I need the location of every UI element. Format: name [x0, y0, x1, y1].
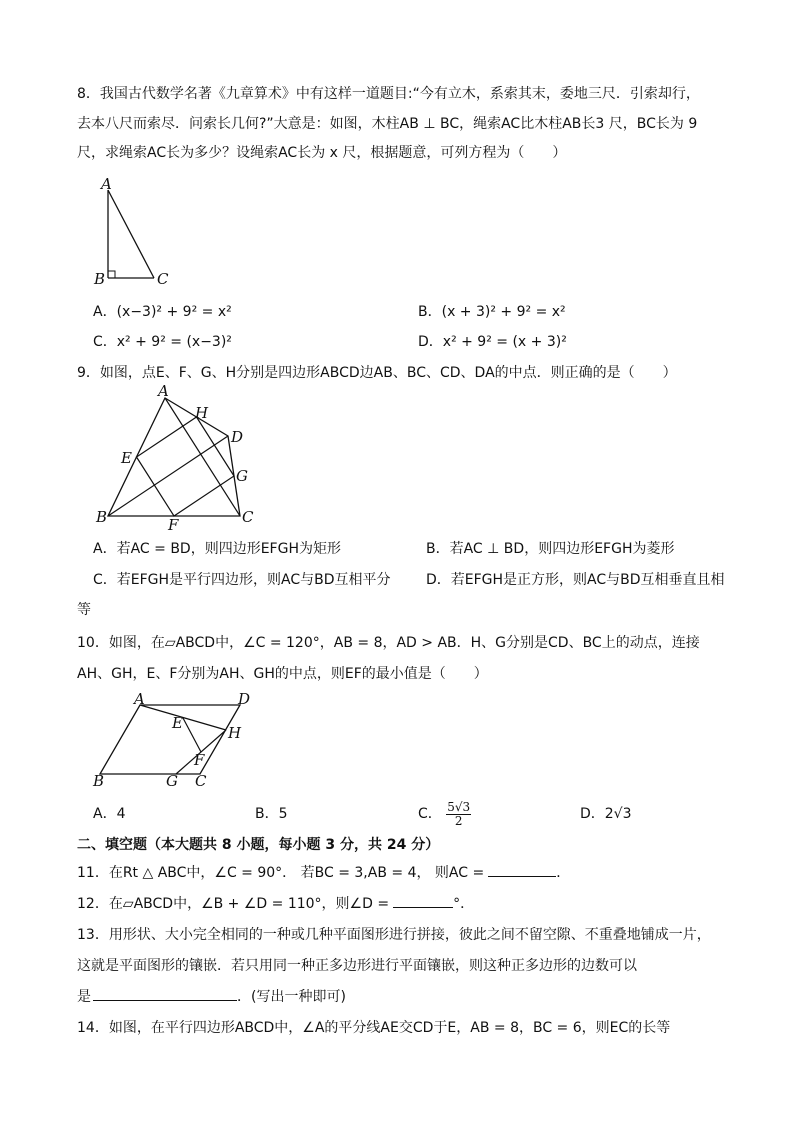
q10-label-f: F — [194, 751, 205, 769]
q11-text: 11．在Rt △ ABC中，∠C = 90°． 若BC = 3,AB = 4， 则AC = — [77, 865, 485, 881]
q8-option-b[interactable]: B．(x + 3)² + 9² = x² — [418, 304, 566, 320]
q10-option-c[interactable] — [418, 798, 471, 830]
q10-label-b: B — [93, 772, 105, 790]
q13-line3-prefix: 是 — [77, 989, 91, 1005]
q12-line — [77, 893, 747, 914]
q10-text-line-1: 10．如图，在▱ABCD中，∠C = 120°，AB = 8，AD > AB．H、G分别是CD、BC上的动点，连接 — [77, 635, 700, 651]
q13-line-3 — [77, 986, 747, 1007]
q9-option-d-continued: 等 — [77, 602, 91, 618]
q9-label-a: A — [158, 384, 169, 400]
q10-option-c-prefix: C． — [418, 806, 442, 822]
q9-label-f: F — [168, 516, 179, 534]
q13-line3-suffix: ．(写出一种即可) — [237, 989, 346, 1005]
q12-text: 12．在▱ABCD中，∠B + ∠D = 110°，则∠D = — [77, 896, 390, 912]
q11-answer-blank[interactable] — [488, 862, 556, 877]
q9-option-a[interactable]: A．若AC = BD，则四边形EFGH为矩形 — [93, 541, 341, 557]
q8-option-a[interactable]: A．(x−3)² + 9² = x² — [93, 304, 232, 320]
q8-option-d[interactable]: D．x² + 9² = (x + 3)² — [418, 334, 567, 350]
q10-label-e: E — [172, 714, 183, 732]
q10-label-d: D — [238, 690, 251, 708]
q8-label-b: B — [94, 270, 106, 288]
q10-label-h: H — [228, 724, 242, 742]
q10-option-d[interactable]: D．2√3 — [580, 806, 632, 822]
q9-label-e: E — [121, 449, 132, 467]
q10-label-g: G — [166, 772, 178, 790]
q9-label-b: B — [96, 508, 108, 526]
q8-label-c: C — [157, 270, 169, 288]
q10-option-c-fraction — [446, 801, 471, 828]
q13-text-line-2: 这就是平面图形的镶嵌．若只用同一种正多边形进行平面镶嵌，则这种正多边形的边数可以 — [77, 958, 637, 974]
q12-end: °． — [453, 896, 475, 912]
q9-quadrilateral-figure — [88, 384, 268, 534]
q9-option-c[interactable]: C．若EFGH是平行四边形，则AC与BD互相平分 — [93, 572, 391, 588]
q13-text-line-1: 13．用形状、大小完全相同的一种或几种平面图形进行拼接，彼此之间不留空隙、不重叠地铺成一片， — [77, 927, 711, 943]
q10-option-c-numerator: 5√3 — [447, 799, 471, 814]
q10-parallelogram-figure — [88, 690, 268, 790]
q8-text-line-3: 尺，求绳索AC长为多少？设绳索AC长为 x 尺，根据题意，可列方程为（ ） — [77, 145, 567, 161]
q9-label-c: C — [242, 508, 254, 526]
q10-label-c: C — [195, 772, 207, 790]
q9-label-d: D — [231, 428, 244, 446]
q9-option-b[interactable]: B．若AC ⊥ BD，则四边形EFGH为菱形 — [426, 541, 675, 557]
q9-option-d[interactable]: D．若EFGH是正方形，则AC与BD互相垂直且相 — [426, 572, 725, 588]
section-2-title: 二、填空题（本大题共 8 小题，每小题 3 分，共 24 分） — [77, 837, 440, 853]
q12-answer-blank[interactable] — [393, 893, 453, 908]
q13-answer-blank[interactable] — [93, 986, 237, 1001]
q10-option-a[interactable]: A．4 — [93, 806, 126, 822]
q10-label-a: A — [134, 690, 145, 708]
q8-label-a: A — [101, 175, 112, 193]
q8-right-triangle-figure — [88, 172, 188, 292]
q14-text: 14．如图，在平行四边形ABCD中，∠A的平分线AE交CD于E，AB = 8，BC = 6，则EC的长等 — [77, 1020, 671, 1036]
q9-label-g: G — [236, 467, 248, 485]
q11-line — [77, 862, 747, 883]
q8-option-c[interactable]: C．x² + 9² = (x−3)² — [93, 334, 232, 350]
q10-text-line-2: AH、GH，E、F分别为AH、GH的中点，则EF的最小值是（ ） — [77, 666, 488, 682]
q9-label-h: H — [195, 404, 209, 422]
q8-text-line-2: 去本八尺而索尽．问索长几何?”大意是：如图，木柱AB ⊥ BC，绳索AC比木柱AB长3 尺，BC长为 9 — [77, 116, 698, 132]
q11-end: ． — [556, 865, 571, 881]
q10-option-c-denominator: 2 — [454, 813, 463, 828]
q8-text-line-1: 8．我国古代数学名著《九章算术》中有这样一道题目:“今有立木，系索其末，委地三尺．引索却行， — [77, 86, 700, 102]
q10-option-b[interactable]: B．5 — [255, 806, 288, 822]
q9-text-line-1: 9．如图，点E、F、G、H分别是四边形ABCD边AB、BC、CD、DA的中点．则正确的是（ ） — [77, 365, 677, 381]
